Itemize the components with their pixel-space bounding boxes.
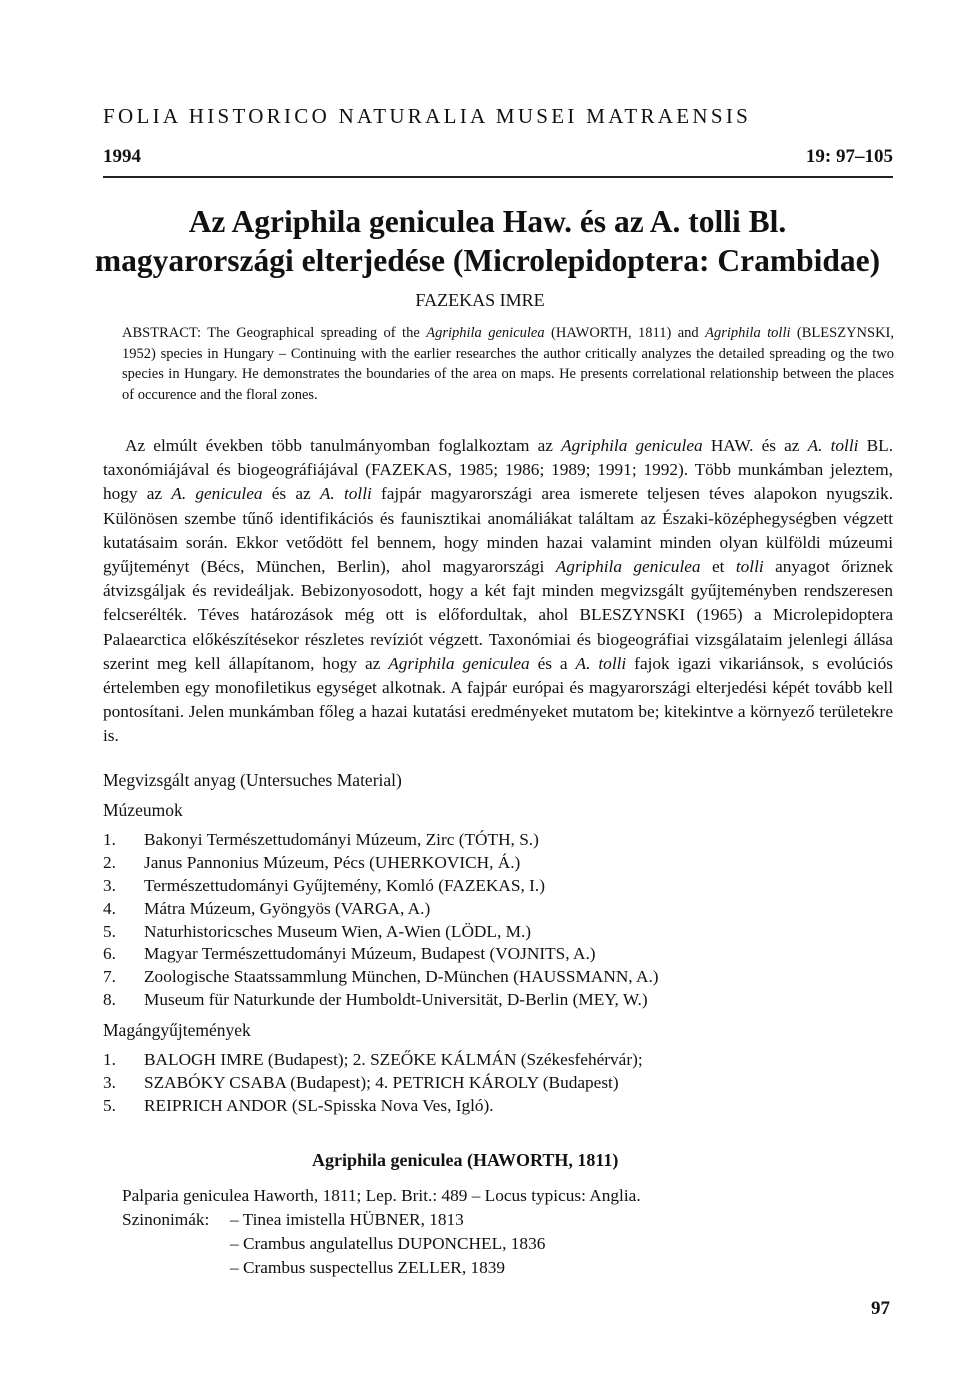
list-text: Museum für Naturkunde der Humboldt-Universität, D-Berlin (MEY, W.): [144, 990, 648, 1010]
header-rule: [103, 176, 893, 178]
list-text: Természettudományi Gyűjtemény, Komló (FAZEKAS, I.): [144, 875, 545, 895]
list-text: Magyar Természettudományi Múzeum, Budapest (VOJNITS, A.): [144, 944, 596, 964]
list-text: Bakonyi Természettudományi Múzeum, Zirc (TÓTH, S.): [144, 830, 539, 849]
journal-title: FOLIA HISTORICO NATURALIA MUSEI MATRAENSIS: [103, 104, 752, 128]
museums-heading: Múzeumok: [103, 800, 183, 820]
abstract: [122, 323, 894, 406]
body-species: A. geniculea: [171, 484, 263, 504]
original-description: Palparia geniculea Haworth, 1811; Lep. Brit.: 489 – Locus typicus: Anglia.: [122, 1186, 641, 1205]
synonym-item: – Crambus suspectellus ZELLER, 1839: [230, 1258, 506, 1277]
abstract-species: Agriphila geniculea: [426, 325, 545, 341]
article-title-line-2: magyarországi elterjedése (Microlepidoptera: Crambidae): [94, 243, 881, 278]
body-text: et: [700, 557, 736, 577]
body-text: BL. taxonómiájával és biogeográfiájával (FAZEKAS, 1985; 1986; 1989; 1991; 1992). Több munkámban jeleztem, hogy az: [103, 436, 894, 504]
list-text: Zoologische Staatssammlung München, D-München (HAUSSMANN, A.): [144, 967, 659, 987]
body-text: és a: [529, 653, 576, 673]
list-number: 7.: [103, 967, 116, 987]
list-number: 3.: [103, 875, 116, 895]
list-text: SZABÓKY CSABA (Budapest); 4. PETRICH KÁROLY (Budapest): [144, 1072, 619, 1092]
list-number: 6.: [103, 944, 116, 964]
body-species: A. tolli: [575, 653, 627, 673]
list-number: 4.: [103, 898, 116, 918]
list-number: 5.: [103, 1095, 116, 1115]
article-author: FAZEKAS IMRE: [415, 290, 545, 310]
private-collections-heading: Magángyűjtemények: [103, 1020, 251, 1040]
synonym-item: – Crambus angulatellus DUPONCHEL, 1836: [230, 1234, 546, 1253]
abstract-species: Agriphila tolli: [705, 325, 791, 341]
list-number: 5.: [103, 921, 116, 941]
body-species: Agriphila geniculea: [388, 653, 530, 673]
list-text: Mátra Múzeum, Gyöngyös (VARGA, A.): [144, 898, 431, 918]
material-heading: Megvizsgált anyag (Untersuches Material): [103, 770, 402, 790]
journal-year: 1994: [103, 146, 141, 167]
body-text: és az: [262, 484, 320, 504]
body-text: anyagot őriznek átvizsgáljak és revideáljak. Bebizonyosodott, hogy a két fajt minden megvizsgált gyűjteményben rendszeresen felcserélték. Téves határozások még ott is előfordultak, ahol BLESZYNSKI (1965) a Microlepidoptera Palaearctica előkészítésekor részletes revíziót végzett. Taxonómiai és biogeográfiai vizsgálataim jelenlegi állása szerint meg kell állapítanom, hogy az: [103, 557, 894, 673]
body-text: fajok igazi vikariánsok, s evolúciós értelemben egy monofiletikus egységet alkotnak. A fajpár európai és magyarországi elterjedési képét tovább kell pontosítani. Jelen munkámban főleg a hazai kutatási eredményeket mutatom be; kitekintve a környező területekre is.: [103, 653, 893, 746]
list-number: 1.: [103, 830, 116, 849]
abstract-text: (BLESZYNSKI, 1952) species in Hungary – Continuing with the earlier researches the author critically analyzes the detailed spreading og the two species in Hungary. He demonstrates the boundaries of the area on maps. He presents correlational relationship between the places of occurence and the floral zones.: [122, 325, 895, 404]
list-number: 8.: [103, 990, 116, 1010]
abstract-label: ABSTRACT:: [122, 325, 202, 341]
abstract-text: (HAWORTH, 1811) and: [544, 325, 706, 341]
body-species: Agriphila geniculea: [561, 436, 703, 455]
list-text: Janus Pannonius Múzeum, Pécs (UHERKOVICH, Á.): [144, 852, 521, 872]
page-number: 97: [871, 1298, 890, 1319]
list-number: 2.: [103, 852, 116, 872]
body-text: Az elmúlt években több tanulmányomban foglalkoztam az: [125, 436, 562, 455]
body-species: A. tolli: [319, 484, 372, 504]
journal-volume-pages: 19: 97–105: [805, 146, 893, 167]
abstract-text: The Geographical spreading of the: [201, 325, 427, 341]
synonym-item: – Tinea imistella HÜBNER, 1813: [230, 1210, 464, 1229]
article-title-line-1: Az Agriphila geniculea Haw. és az A. tolli Bl.: [188, 204, 787, 239]
body-text: HAW. és az: [702, 436, 808, 455]
list-number: 3.: [103, 1072, 116, 1092]
introduction-paragraph: [103, 434, 893, 749]
body-species: Agriphila geniculea: [555, 557, 701, 577]
list-text: Naturhistoricsches Museum Wien, A-Wien (LÖDL, M.): [144, 921, 532, 941]
body-text: fajpár magyarországi area ismerete teljesen téves alapokon nyugszik. Különösen szembe tűnő identifikációs és faunisztikai anomáliákat találtam az Északi-középhegységben végzett kutatásaim során. Ekkor vetődött fel bennem, hogy minden hazai valamint minden olyan külföldi múzeumi gyűjteményt (Bécs, München, Berlin), ahol magyarországi: [103, 484, 894, 577]
body-species: A. tolli: [807, 436, 859, 455]
article-title: [80, 202, 895, 280]
body-species: tolli: [735, 557, 764, 577]
species-heading: Agriphila geniculea (HAWORTH, 1811): [312, 1150, 619, 1170]
list-text: BALOGH IMRE (Budapest); 2. SZEŐKE KÁLMÁN (Székesfehérvár);: [144, 1050, 643, 1069]
list-number: 1.: [103, 1050, 116, 1069]
list-text: REIPRICH ANDOR (SL-Spisska Nova Ves, Igló).: [144, 1095, 494, 1115]
synonyms-label: Szinonimák:: [122, 1210, 210, 1229]
